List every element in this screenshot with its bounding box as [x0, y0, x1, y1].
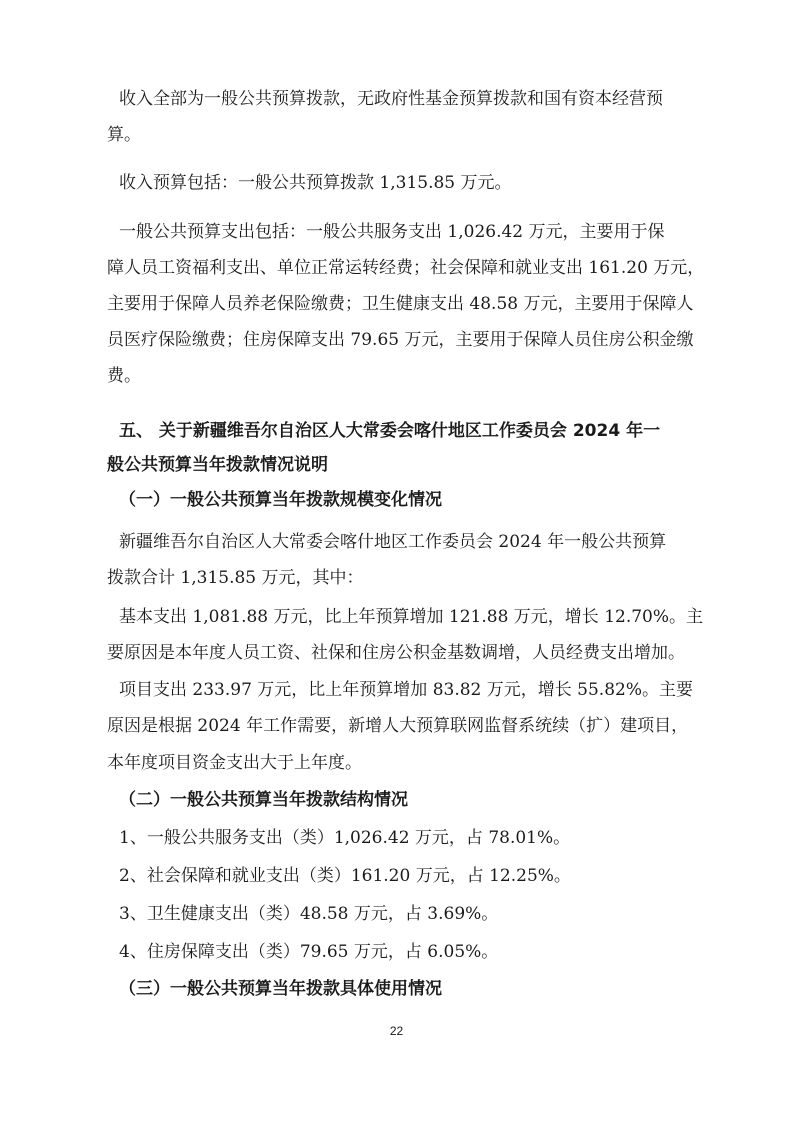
section-heading-line-2: 般公共预算当年拨款情况说明: [107, 455, 328, 475]
paragraph-income-line-1: 收入全部为一般公共预算拨款，无政府性基金预算拨款和国有资本经营预: [119, 89, 663, 109]
paragraph-expenditure-line-4: 员医疗保险缴费；住房保障支出 79.65 万元，主要用于保障人员住房公积金缴: [107, 330, 694, 350]
page-number: 22: [389, 1024, 404, 1038]
sub1-paragraph-3-line-3: 本年度项目资金支出大于上年度。: [107, 753, 362, 773]
section-heading-line-1: 五、 关于新疆维吾尔自治区人大常委会喀什地区工作委员会 2024 年一: [119, 421, 661, 441]
sub1-paragraph-1-line-2: 拨款合计 1,315.85 万元，其中：: [107, 568, 364, 588]
sub1-paragraph-2-line-1: 基本支出 1,081.88 万元，比上年预算增加 121.88 万元，增长 12.70%。主: [119, 607, 704, 627]
sub1-paragraph-2-line-2: 要原因是本年度人员工资、社保和住房公积金基数调增，人员经费支出增加。: [107, 643, 685, 663]
paragraph-income-line-2: 算。: [107, 125, 141, 145]
structure-item-3: 3、卫生健康支出（类）48.58 万元，占 3.69%。: [119, 904, 499, 924]
subheading-2: （二）一般公共预算当年拨款结构情况: [119, 790, 408, 810]
sub1-paragraph-3-line-2: 原因是根据 2024 年工作需要，新增人大预算联网监督系统续（扩）建项目，: [107, 716, 689, 736]
structure-item-4: 4、住房保障支出（类）79.65 万元，占 6.05%。: [119, 942, 499, 962]
paragraph-expenditure-line-5: 费。: [107, 366, 141, 386]
sub1-paragraph-3-line-1: 项目支出 233.97 万元，比上年预算增加 83.82 万元，增长 55.82%。主要: [119, 680, 693, 700]
subheading-1: （一）一般公共预算当年拨款规模变化情况: [119, 490, 442, 510]
paragraph-expenditure-line-3: 主要用于保障人员养老保险缴费；卫生健康支出 48.58 万元，主要用于保障人: [107, 294, 694, 314]
structure-item-1: 1、一般公共服务支出（类）1,026.42 万元，占 78.01%。: [119, 828, 571, 848]
paragraph-income-budget: 收入预算包括：一般公共预算拨款 1,315.85 万元。: [119, 173, 512, 193]
subheading-3: （三）一般公共预算当年拨款具体使用情况: [119, 979, 442, 999]
paragraph-expenditure-line-2: 障人员工资福利支出、单位正常运转经费；社会保障和就业支出 161.20 万元，: [107, 258, 705, 278]
paragraph-expenditure-line-1: 一般公共预算支出包括：一般公共服务支出 1,026.42 万元，主要用于保: [119, 222, 665, 242]
sub1-paragraph-1-line-1: 新疆维吾尔自治区人大常委会喀什地区工作委员会 2024 年一般公共预算: [119, 532, 667, 552]
structure-item-2: 2、社会保障和就业支出（类）161.20 万元，占 12.25%。: [119, 866, 571, 886]
